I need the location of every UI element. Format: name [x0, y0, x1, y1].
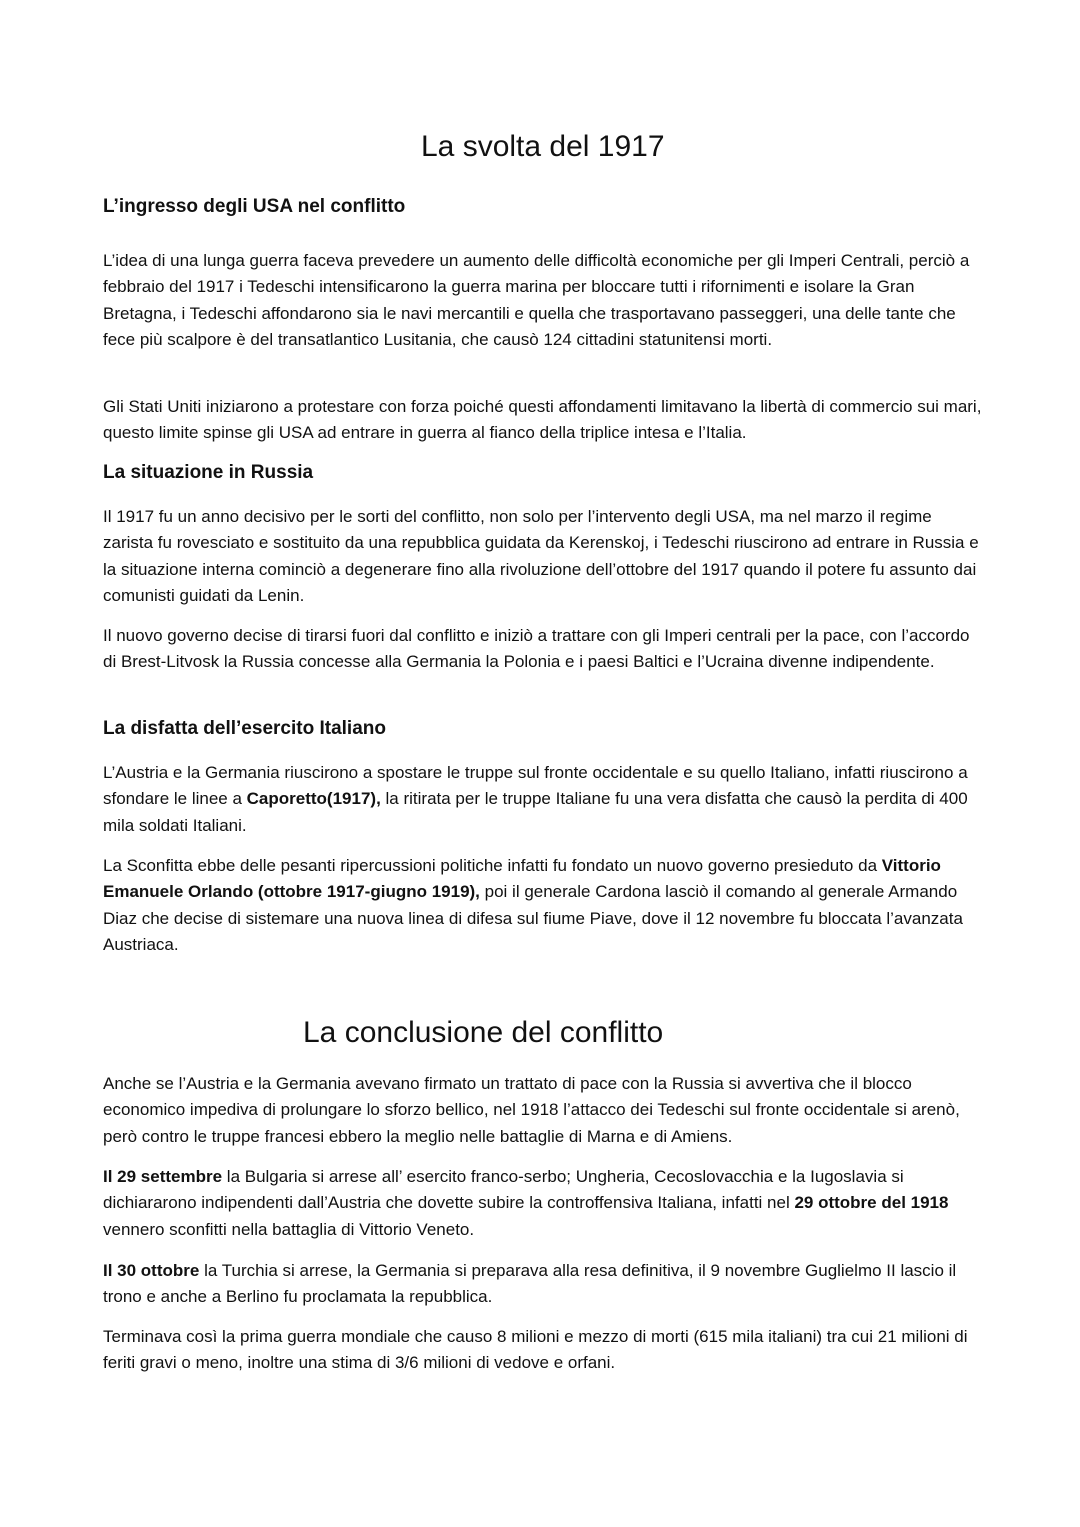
- bold-text: Il 30 ottobre: [103, 1261, 200, 1280]
- paragraph-disfatta-1: [103, 760, 983, 839]
- paragraph-russia-2: Il nuovo governo decise di tirarsi fuori dal conflitto e iniziò a trattare con gli Imperi centrali per la pace, con l’accordo di Brest-Litvosk la Russia concesse alla Germania la Polonia e i paesi Baltici e l’Ucraina divenne indipendente.: [103, 626, 970, 672]
- bold-text: Vittorio Emanuele Orlando (ottobre 1917-giugno 1919),: [103, 856, 941, 902]
- section-title-conclusione: La conclusione del conflitto: [303, 1016, 664, 1049]
- paragraph-conclusione-4: Terminava così la prima guerra mondiale che causo 8 milioni e mezzo di morti (615 mila italiani) tra cui 21 milioni di feriti gravi o meno, inoltre una stima di 3/6 milioni di vedove e orfani.: [103, 1327, 968, 1373]
- paragraph-conclusione-1: Anche se l’Austria e la Germania avevano firmato un trattato di pace con la Russia si avvertiva che il blocco economico impediva di prolungare lo sforzo bellico, nel 1918 l’attacco dei Tedeschi sul fronte occidentale si arenò, però contro le truppe francesi ebbero la meglio nelle battaglie di Marna e di Amiens.: [103, 1074, 960, 1146]
- paragraph-usa-1: L’idea di una lunga guerra faceva prevedere un aumento delle difficoltà economiche per gli Imperi Centrali, perciò a febbraio del 1917 i Tedeschi intensificarono la guerra marina per bloccare tutti i rifornimenti e isolare la Gran Bretagna, i Tedeschi affondarono sia le navi mercantili e quella che trasportavano passeggeri, una delle tante che fece più scalpore è del transatlantico Lusitania, che causò 124 cittadini statunitensi morti.: [103, 251, 970, 350]
- text-run: L’Austria e la Germania riuscirono a spostare le truppe sul fronte occidentale e su quello Italiano, infatti riuscirono a sfondare le linee a: [103, 763, 968, 809]
- text-run: La Sconfitta ebbe delle pesanti ripercussioni politiche infatti fu fondato un nuovo governo presieduto da: [103, 856, 882, 875]
- text-run: la Turchia si arrese, la Germania si preparava alla resa definitiva, il 9 novembre Guglielmo II lascio il trono e anche a Berlino fu proclamata la repubblica.: [103, 1261, 957, 1307]
- paragraph-conclusione-3: [103, 1258, 983, 1311]
- text-run: la Bulgaria si arrese all’ esercito franco-serbo; Ungheria, Cecoslovacchia e la Iugoslavia si dichiararono indipendenti dall’Austria che dovette subire la controffensiva Italiana, infatti nel: [103, 1167, 904, 1213]
- section-title-svolta: La svolta del 1917: [421, 130, 665, 163]
- paragraph-conclusione-2: [103, 1164, 983, 1243]
- paragraph-usa-2: Gli Stati Uniti iniziarono a protestare con forza poiché questi affondamenti limitavano la libertà di commercio sui mari, questo limite spinse gli USA ad entrare in guerra al fianco della triplice intesa e l’Italia.: [103, 397, 982, 443]
- bold-text: Il 29 settembre: [103, 1167, 223, 1186]
- bold-text: 29 ottobre del 1918: [794, 1193, 949, 1213]
- bold-text: Caporetto(1917),: [246, 789, 381, 809]
- text-run: poi il generale Cardona lasciò il comando al generale Armando Diaz che decise di sistemare una nuova linea di difesa sul fiume Piave, dove il 12 novembre fu bloccata l’avanzata Austriaca.: [103, 882, 963, 955]
- text-run: vennero sconfitti nella battaglia di Vittorio Veneto.: [103, 1219, 475, 1239]
- paragraph-disfatta-2: [103, 853, 983, 959]
- subheading-usa: L’ingresso degli USA nel conflitto: [103, 196, 406, 217]
- paragraph-russia-1: Il 1917 fu un anno decisivo per le sorti del conflitto, non solo per l’intervento degli USA, ma nel marzo il regime zarista fu rovesciato e sostituito da una repubblica guidata da Kerenskoj, i Tedeschi riuscirono ad entrare in Russia e la situazione interna cominciò a degenerare fino alla rivoluzione dell’ottobre del 1917 quando il potere fu assunto dai comunisti guidati da Lenin.: [103, 507, 979, 606]
- text-run: la ritirata per le truppe Italiane fu una vera disfatta che causò la perdita di 400 mila soldati Italiani.: [103, 789, 968, 835]
- subheading-disfatta: La disfatta dell’esercito Italiano: [103, 718, 386, 739]
- subheading-russia: La situazione in Russia: [103, 462, 314, 483]
